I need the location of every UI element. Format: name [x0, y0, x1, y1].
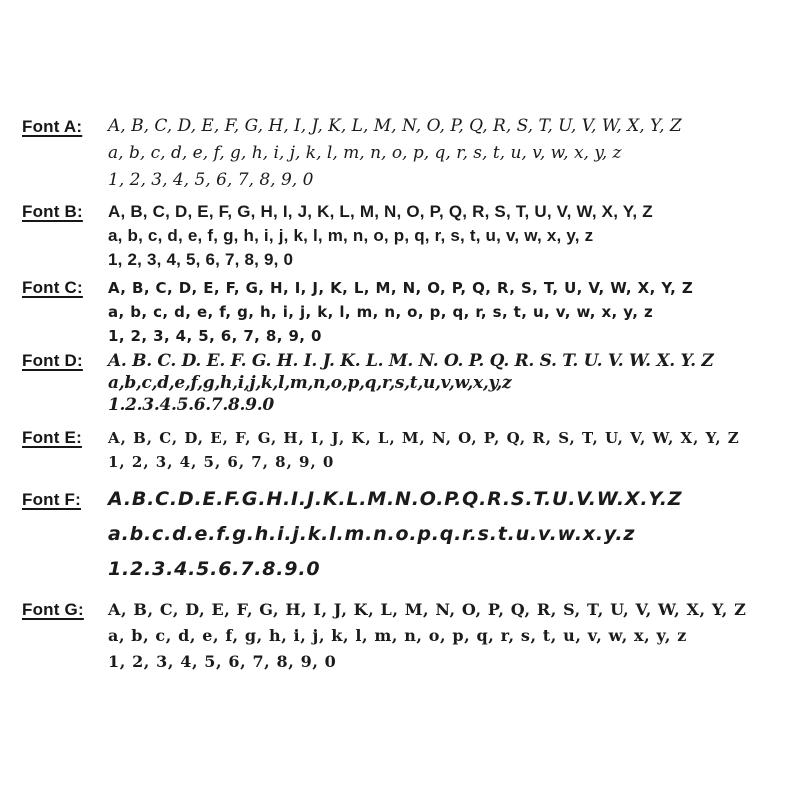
font-f-numbers-line: 1.2.3.4.5.6.7.8.9.0 [108, 558, 321, 580]
font-b-samples [108, 200, 776, 272]
font-d-samples [108, 350, 776, 416]
font-section-f [22, 482, 776, 587]
font-a-uppercase-line: A, B, C, D, E, F, G, H, I, J, K, L, M, N, O, P, Q, R, S, T, U, V, W, X, Y, Z [108, 116, 682, 136]
font-c-label: Font C: [22, 278, 83, 297]
font-e-samples [108, 426, 776, 474]
font-d-label: Font D: [22, 351, 83, 370]
font-a-lowercase-line: a, b, c, d, e, f, g, h, i, j, k, l, m, n, o, p, q, r, s, t, u, v, w, x, y, z [108, 143, 622, 163]
font-d-uppercase-line: A. B. C. D. E. F. G. H. I. J. K. L. M. N. O. P. Q. R. S. T. U. V. W. X. Y. Z [108, 351, 714, 371]
font-e-label: Font E: [22, 428, 82, 447]
font-section-e [22, 426, 776, 474]
font-e-uppercase-line: A, B, C, D, E, F, G, H, I, J, K, L, M, N, O, P, Q, R, S, T, U, V, W, X, Y, Z [108, 429, 740, 447]
font-f-label: Font F: [22, 490, 81, 509]
font-b-label: Font B: [22, 202, 83, 221]
font-b-uppercase-line: A, B, C, D, E, F, G, H, I, J, K, L, M, N, O, P, Q, R, S, T, U, V, W, X, Y, Z [108, 202, 653, 221]
font-c-uppercase-line: A, B, C, D, E, F, G, H, I, J, K, L, M, N, O, P, Q, R, S, T, U, V, W, X, Y, Z [108, 279, 694, 297]
font-a-samples [108, 113, 776, 194]
font-a-label: Font A: [22, 117, 83, 136]
font-f-uppercase-line: A.B.C.D.E.F.G.H.I.J.K.L.M.N.O.P.Q.R.S.T.U.V.W.X.Y.Z [108, 488, 683, 510]
font-f-samples [108, 482, 776, 587]
font-g-samples [108, 597, 776, 675]
font-d-numbers-line: 1.2.3.4.5.6.7.8.9.0 [108, 395, 274, 415]
font-d-lowercase-line: a,b,c,d,e,f,g,h,i,j,k,l,m,n,o,p,q,r,s,t,u,v,w,x,y,z [108, 373, 512, 393]
font-c-lowercase-line: a, b, c, d, e, f, g, h, i, j, k, l, m, n, o, p, q, r, s, t, u, v, w, x, y, z [108, 303, 654, 321]
font-g-uppercase-line: A, B, C, D, E, F, G, H, I, J, K, L, M, N, O, P, Q, R, S, T, U, V, W, X, Y, Z [108, 600, 747, 619]
font-section-a [22, 113, 776, 194]
font-g-label: Font G: [22, 600, 84, 619]
font-e-numbers-line: 1, 2, 3, 4, 5, 6, 7, 8, 9, 0 [108, 453, 335, 471]
font-g-numbers-line: 1, 2, 3, 4, 5, 6, 7, 8, 9, 0 [108, 652, 337, 671]
font-section-b [22, 200, 776, 272]
font-f-lowercase-line: a.b.c.d.e.f.g.h.i.j.k.l.m.n.o.p.q.r.s.t.u.v.w.x.y.z [108, 523, 636, 545]
font-section-d [22, 350, 776, 416]
font-b-numbers-line: 1, 2, 3, 4, 5, 6, 7, 8, 9, 0 [108, 250, 294, 269]
font-c-samples [108, 276, 776, 348]
font-section-c [22, 276, 776, 348]
font-a-numbers-line: 1, 2, 3, 4, 5, 6, 7, 8, 9, 0 [108, 170, 314, 190]
font-b-lowercase-line: a, b, c, d, e, f, g, h, i, j, k, l, m, n, o, p, q, r, s, t, u, v, w, x, y, z [108, 226, 594, 245]
font-section-g [22, 597, 776, 675]
font-c-numbers-line: 1, 2, 3, 4, 5, 6, 7, 8, 9, 0 [108, 327, 322, 345]
font-g-lowercase-line: a, b, c, d, e, f, g, h, i, j, k, l, m, n, o, p, q, r, s, t, u, v, w, x, y, z [108, 626, 687, 645]
